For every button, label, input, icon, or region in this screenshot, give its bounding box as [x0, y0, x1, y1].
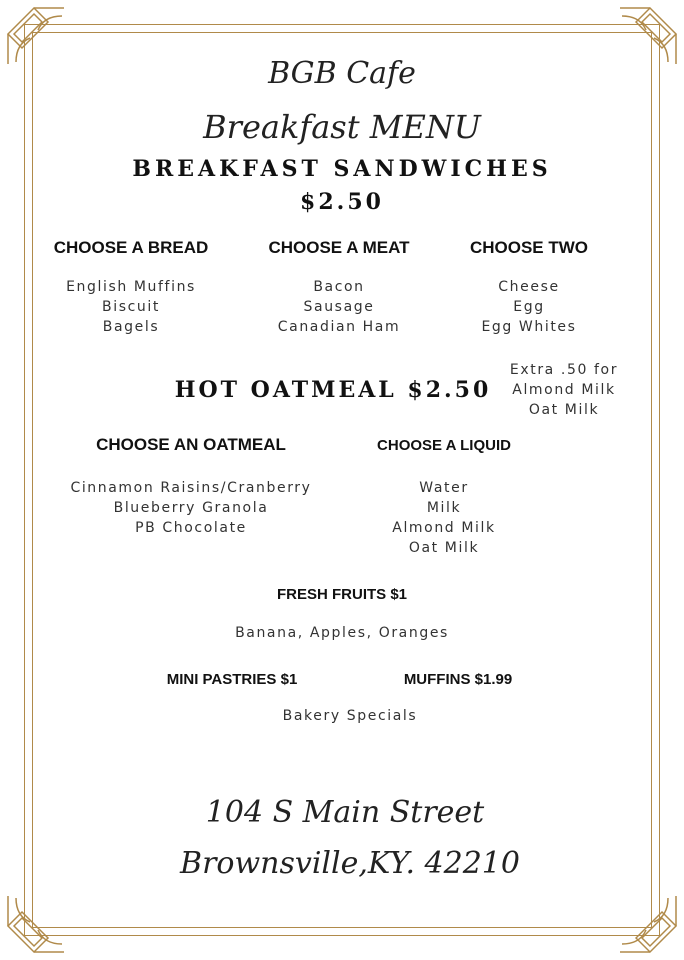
- list-item: Bagels: [102, 319, 160, 335]
- list-item: Cheese: [498, 279, 560, 295]
- extra-note: Extra .50 for: [509, 362, 619, 378]
- list-item: Blueberry Granola: [113, 500, 269, 516]
- address-street: 104 S Main Street: [205, 795, 485, 830]
- cafe-name: BGB Cafe: [268, 56, 416, 91]
- list-item: Cinnamon Raisins/Cranberry: [70, 480, 312, 496]
- list-item: English Muffins: [66, 279, 196, 295]
- oatmeal-extra: [494, 360, 634, 420]
- list-item: Biscuit: [102, 299, 160, 315]
- meat-heading: CHOOSE A MEAT: [268, 238, 410, 257]
- bread-column: [36, 238, 226, 337]
- liquid-column: [354, 437, 534, 558]
- choose-two-column: [444, 238, 614, 337]
- bakery-specials: Bakery Specials: [282, 708, 418, 724]
- list-item: Milk: [426, 500, 462, 516]
- list-item: Bacon: [313, 279, 365, 295]
- list-item: Sausage: [303, 299, 375, 315]
- choose-two-heading: CHOOSE TWO: [469, 238, 589, 257]
- muffins-heading: MUFFINS $1.99: [403, 671, 513, 688]
- corner-ornament-icon: [616, 892, 680, 956]
- list-item: Oat Milk: [408, 540, 480, 556]
- oatmeal-title: HOT OATMEAL $2.50: [174, 377, 492, 403]
- corner-ornament-icon: [4, 892, 68, 956]
- oatmeal-column: [36, 435, 346, 538]
- list-item: Water: [419, 480, 469, 496]
- pastries-heading: MINI PASTRIES $1: [166, 671, 298, 688]
- fruits-heading: FRESH FRUITS $1: [276, 586, 408, 603]
- list-item: Egg Whites: [481, 319, 577, 335]
- list-item: Almond Milk: [392, 520, 496, 536]
- oatmeal-heading: CHOOSE AN OATMEAL: [96, 435, 286, 454]
- sandwiches-title: BREAKFAST SANDWICHES: [132, 156, 552, 182]
- extra-note: Almond Milk: [512, 382, 616, 398]
- fruits-items: Banana, Apples, Oranges: [235, 625, 449, 641]
- list-item: Egg: [513, 299, 545, 315]
- extra-note: Oat Milk: [528, 402, 600, 418]
- bread-heading: CHOOSE A BREAD: [53, 238, 209, 257]
- list-item: PB Chocolate: [135, 520, 247, 536]
- liquid-heading: CHOOSE A LIQUID: [377, 437, 511, 454]
- address-city: Brownsville,KY. 42210: [180, 846, 520, 881]
- menu-title: Breakfast MENU: [203, 108, 481, 146]
- meat-column: [244, 238, 434, 337]
- sandwiches-price: $2.50: [300, 189, 384, 215]
- list-item: Canadian Ham: [277, 319, 401, 335]
